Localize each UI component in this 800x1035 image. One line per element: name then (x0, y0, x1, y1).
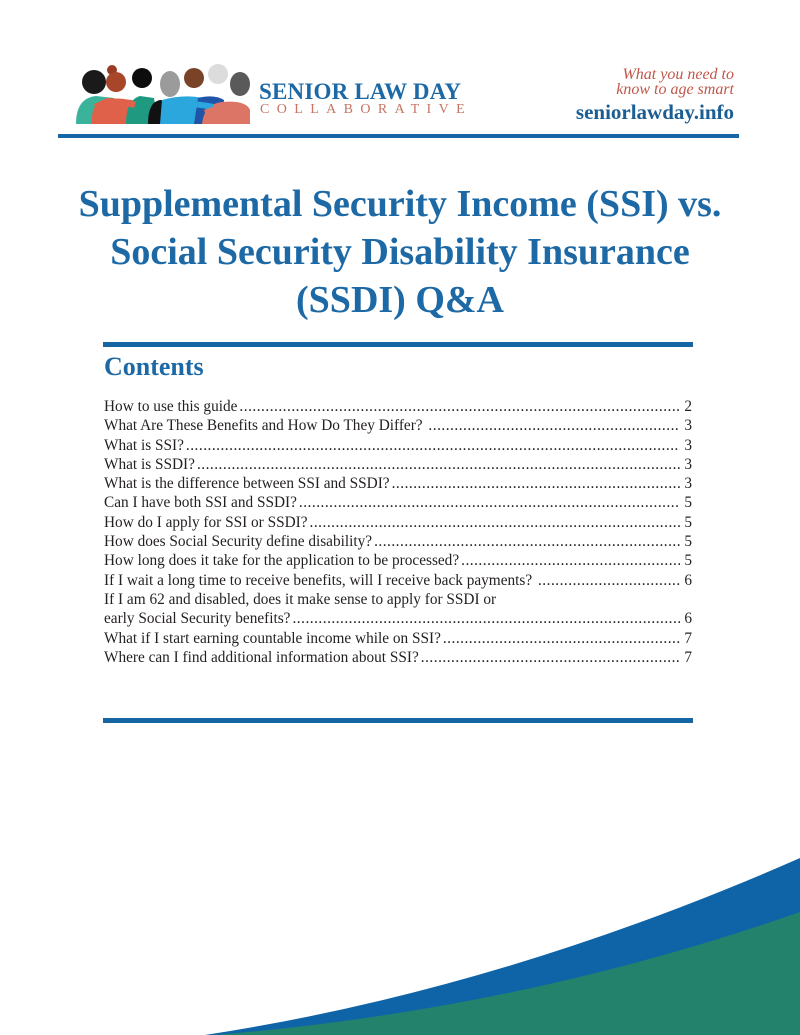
toc-entry-page: 6 (684, 610, 692, 628)
toc-entry-page: 3 (684, 475, 692, 493)
toc-entry-what-is-ssdi[interactable] (104, 455, 692, 474)
dot-leader (443, 629, 680, 648)
tagline-line-2: know to age smart (616, 81, 734, 98)
dot-leader (292, 609, 680, 628)
toc-entry-what-is-ssi[interactable] (104, 436, 692, 455)
toc-entry-processing-time[interactable] (104, 551, 692, 570)
toc-entry-page: 5 (684, 533, 692, 551)
dot-leader (186, 436, 680, 455)
group-of-people-embracing-icon (74, 64, 252, 124)
dot-leader (299, 493, 680, 512)
dot-leader (197, 455, 680, 474)
dot-leader (374, 532, 680, 551)
toc-entry-page: 3 (684, 436, 692, 454)
decorative-wave-graphic (0, 840, 800, 1035)
toc-entry-back-payments[interactable] (104, 571, 692, 590)
toc-entry-page: 5 (684, 494, 692, 512)
header-divider (58, 134, 739, 138)
toc-entry-page: 7 (684, 629, 692, 647)
dot-leader (392, 474, 680, 493)
toc-entry-difference[interactable] (104, 474, 692, 493)
tagline-line-1: What you need to (622, 66, 734, 83)
toc-entry-page: 5 (684, 552, 692, 570)
toc-entry-label: If I wait a long time to receive benefits, will I receive back payments? (104, 571, 536, 589)
toc-entry-age-62[interactable] (104, 590, 692, 629)
site-url-link[interactable]: seniorlawday.info (575, 100, 734, 124)
toc-entry-label-continued: early Social Security benefits? (104, 610, 291, 628)
dot-leader (239, 397, 680, 416)
toc-entry-label: What is SSDI? (104, 455, 195, 473)
brand-subtitle: COLLABORATIVE (260, 102, 473, 117)
toc-entry-label: What is SSI? (104, 436, 184, 454)
dot-leader (428, 416, 680, 435)
brand-name: SENIOR LAW DAY (259, 79, 462, 104)
toc-entry-countable-income[interactable] (104, 629, 692, 648)
toc-entry-define-disability[interactable] (104, 532, 692, 551)
toc-entry-page: 5 (684, 513, 692, 531)
toc-entry-page: 6 (684, 571, 692, 589)
toc-entry-page: 3 (684, 455, 692, 473)
toc-entry-label: If I am 62 and disabled, does it make sense to apply for SSDI or (104, 590, 497, 608)
toc-entry-page: 2 (684, 398, 692, 415)
toc-entry-benefits-differ[interactable] (104, 416, 692, 435)
dot-leader (538, 571, 680, 590)
contents-heading: Contents (104, 352, 204, 381)
toc-entry-both[interactable] (104, 493, 692, 512)
toc-entry-page: 7 (684, 648, 692, 666)
table-of-contents (104, 397, 692, 667)
dot-leader (421, 648, 680, 667)
toc-entry-label: How long does it take for the application to be processed? (104, 552, 460, 570)
dot-leader (461, 551, 680, 570)
toc-entry-label: Where can I find additional information about SSI? (104, 648, 419, 666)
contents-bottom-divider (103, 718, 693, 723)
toc-entry-label: Can I have both SSI and SSDI? (104, 494, 297, 512)
toc-entry-additional-info[interactable] (104, 648, 692, 667)
document-title: Supplemental Security Income (SSI) vs. Social Security Disability Insurance (SSDI) Q&A (78, 183, 722, 321)
dot-leader (310, 513, 680, 532)
toc-entry-page: 3 (684, 417, 692, 435)
toc-entry-label: What Are These Benefits and How Do They Differ? (104, 417, 427, 435)
toc-entry-how-to-apply[interactable] (104, 513, 692, 532)
toc-entry-how-to-use-guide[interactable] (104, 397, 692, 416)
toc-entry-label: What if I start earning countable income while on SSI? (104, 629, 441, 647)
tagline (616, 67, 734, 97)
toc-entry-label: How does Social Security define disability? (104, 533, 373, 551)
toc-entry-label: How do I apply for SSI or SSDI? (104, 513, 308, 531)
toc-entry-label: What is the difference between SSI and SSDI? (104, 475, 390, 493)
contents-top-divider (103, 342, 693, 347)
toc-entry-label: How to use this guide (104, 398, 238, 415)
